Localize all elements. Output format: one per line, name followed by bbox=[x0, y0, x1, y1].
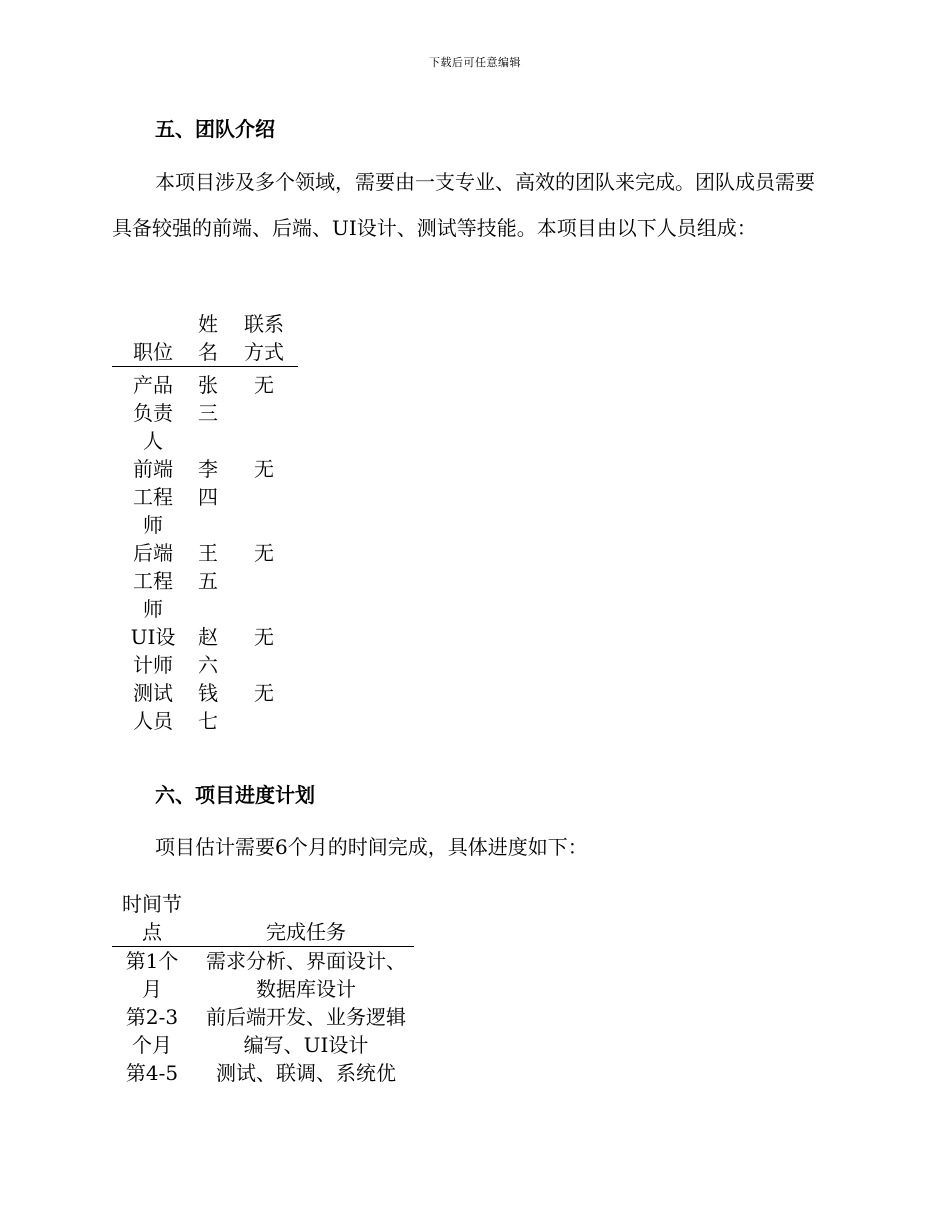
cell-timepoint: 第4-5 bbox=[125, 1061, 179, 1085]
cell-contact: 无 bbox=[254, 541, 274, 565]
section-6-heading: 六、项目进度计划 bbox=[155, 783, 315, 807]
cell-timepoint: 第2-3个月 bbox=[125, 1005, 179, 1057]
cell-contact: 无 bbox=[254, 373, 274, 397]
cell-contact: 无 bbox=[254, 457, 274, 481]
section-6-paragraph: 项目估计需要6个月的时间完成，具体进度如下： bbox=[155, 835, 588, 859]
cell-position: 前端工程师 bbox=[133, 457, 173, 537]
page-header: 下载后可任意编辑 bbox=[429, 56, 521, 69]
team-table-header-row bbox=[112, 310, 298, 367]
team-table bbox=[112, 310, 298, 735]
schedule-table bbox=[112, 890, 414, 1087]
col-header-timepoint: 时间节点 bbox=[112, 890, 192, 947]
cell-position: UI设计师 bbox=[130, 625, 176, 677]
schedule-table-header-row bbox=[112, 890, 414, 947]
table-row bbox=[112, 539, 298, 623]
cell-position: 产品负责人 bbox=[133, 373, 173, 453]
col-header-position: 职位 bbox=[112, 310, 186, 367]
table-row bbox=[112, 367, 298, 456]
cell-timepoint: 第1个月 bbox=[125, 949, 179, 1001]
cell-task: 测试、联调、系统优 bbox=[216, 1061, 396, 1085]
cell-task: 前后端开发、业务逻辑编写、UI设计 bbox=[206, 1005, 406, 1057]
col-header-contact: 联系方式 bbox=[230, 310, 298, 367]
col-header-name: 姓名 bbox=[186, 310, 230, 367]
col-header-task: 完成任务 bbox=[192, 890, 414, 947]
table-row bbox=[112, 679, 298, 735]
table-row bbox=[112, 1003, 414, 1059]
cell-name: 赵六 bbox=[198, 625, 218, 677]
cell-name: 钱七 bbox=[198, 681, 218, 733]
cell-position: 后端工程师 bbox=[133, 541, 173, 621]
cell-name: 王五 bbox=[198, 541, 218, 593]
cell-name: 张三 bbox=[198, 373, 218, 425]
section-5-paragraph: 本项目涉及多个领域，需要由一支专业、高效的团队来完成。团队成员需要具备较强的前端、后端、UI设计、测试等技能。本项目由以下人员组成： bbox=[112, 170, 815, 240]
cell-contact: 无 bbox=[254, 681, 274, 705]
section-5-heading: 五、团队介绍 bbox=[155, 117, 275, 141]
table-row bbox=[112, 947, 414, 1004]
cell-contact: 无 bbox=[254, 625, 274, 649]
table-row bbox=[112, 1059, 414, 1087]
cell-task: 需求分析、界面设计、数据库设计 bbox=[206, 949, 406, 1001]
table-row bbox=[112, 455, 298, 539]
cell-position: 测试人员 bbox=[133, 681, 173, 733]
cell-name: 李四 bbox=[198, 457, 218, 509]
table-row bbox=[112, 623, 298, 679]
